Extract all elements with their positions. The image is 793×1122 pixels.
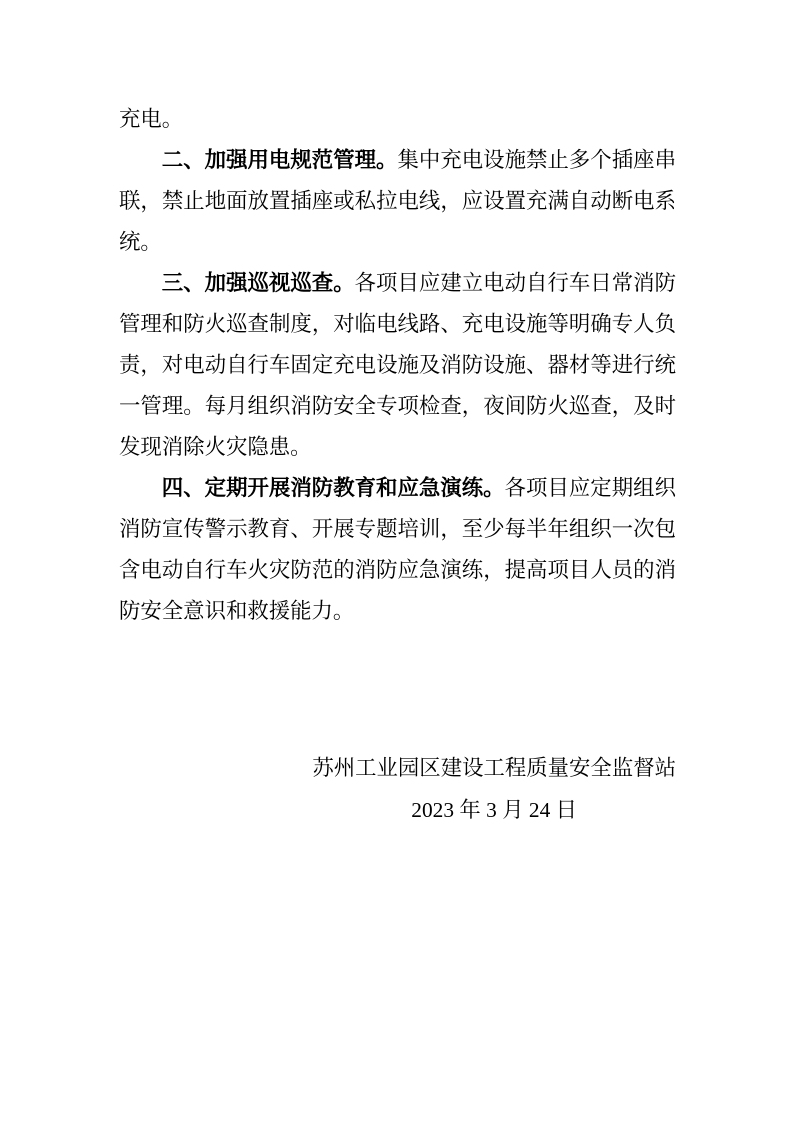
paragraph-section-2 bbox=[119, 140, 676, 263]
paragraph-section-4 bbox=[119, 468, 676, 632]
paragraph-section-3 bbox=[119, 263, 676, 468]
paragraph-continuation-text: 充电。 bbox=[119, 107, 184, 131]
paragraph-continuation bbox=[119, 99, 676, 140]
signature-organization: 苏州工业园区建设工程质量安全监督站 bbox=[312, 756, 676, 780]
section-2-heading: 二、加强用电规范管理。 bbox=[161, 148, 398, 172]
section-3-heading: 三、加强巡视巡查。 bbox=[161, 271, 355, 295]
section-4-body: 各项目应定期组织消防宣传警示教育、开展专题培训，至少每半年组织一次包含电动自行车火灾防范的消防应急演练，提高项目人员的消防安全意识和救援能力。 bbox=[119, 476, 676, 623]
signature-inner bbox=[312, 748, 676, 831]
signature-date: 2023 年 3 月 24 日 bbox=[411, 797, 578, 822]
section-4-heading: 四、定期开展消防教育和应急演练。 bbox=[161, 476, 505, 500]
section-3-body: 各项目应建立电动自行车日常消防管理和防火巡查制度，对临电线路、充电设施等明确专人负责，对电动自行车固定充电设施及消防设施、器材等进行统一管理。每月组织消防安全专项检查，夜间防火巡查，及时发现消除火灾隐患。 bbox=[119, 271, 676, 459]
section-2-body: 集中充电设施禁止多个插座串联，禁止地面放置插座或私拉电线，应设置充满自动断电系统。 bbox=[119, 148, 676, 254]
document-body bbox=[119, 99, 676, 831]
signature-block bbox=[119, 748, 676, 831]
